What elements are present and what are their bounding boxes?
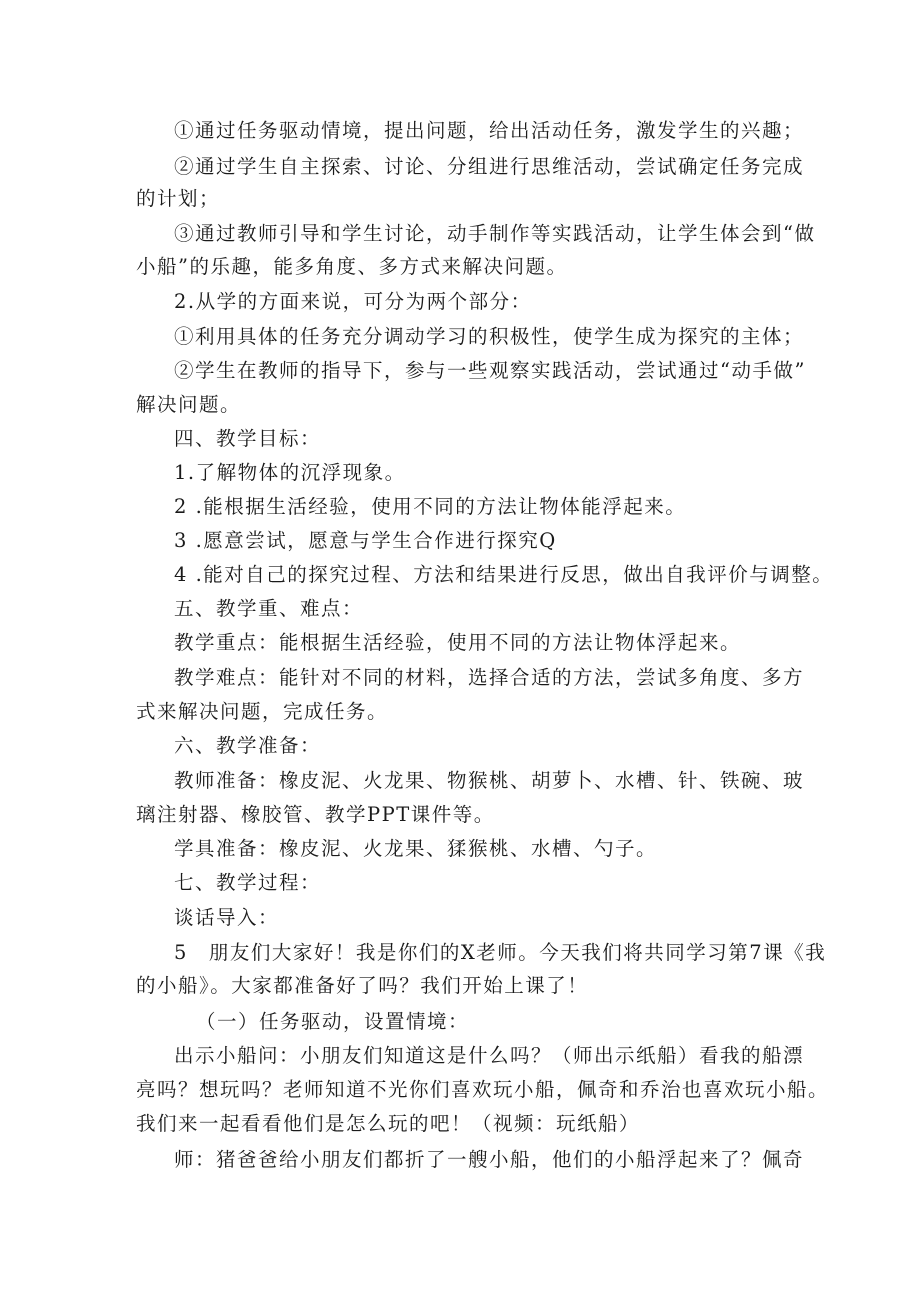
section-heading: 六、教学准备： [174,734,322,757]
list-item: 4 .能对自己的探究过程、方法和结果进行反思，做出自我评价与调整。 [174,563,834,586]
section-heading: 四、教学目标： [174,427,322,450]
paragraph-line: 亮吗？想玩吗？老师知道不光你们喜欢玩小船，佩奇和乔治也喜欢玩小船。 [136,1078,830,1101]
section-heading: 五、教学重、难点： [174,597,364,620]
section-heading: 2.从学的方面来说，可分为两个部分： [174,290,532,313]
paragraph-line: 璃注射器、橡胶管、教学PPT课件等。 [136,803,495,826]
paragraph-line: 谈话导入： [174,906,280,929]
paragraph-line: 教师准备：橡皮泥、火龙果、物猴桃、胡萝卜、水槽、针、铁碗、玻 [174,769,805,792]
paragraph-line: ②通过学生自主探索、讨论、分组进行思维活动，尝试确定任务完成 [174,155,805,178]
paragraph-line: 的计划； [136,187,221,210]
paragraph-line: 教学重点：能根据生活经验，使用不同的方法让物体浮起来。 [174,631,742,654]
paragraph-line: 小船”的乐趣，能多角度、多方式来解决问题。 [136,255,568,278]
list-item: 3 .愿意尝试，愿意与学生合作进行探究Q [174,529,557,552]
paragraph-line: 教学难点：能针对不同的材料，选择合适的方法，尝试多角度、多方 [174,666,805,689]
paragraph-line: 我们来一起看看他们是怎么玩的吧！（视频：玩纸船） [136,1112,641,1135]
paragraph-line: 5 朋友们大家好！我是你们的X老师。今天我们将共同学习第7课《我 [174,941,827,964]
paragraph-line: 出示小船问：小朋友们知道这是什么吗？（师出示纸船）看我的船漂 [174,1044,805,1067]
paragraph-line: ①利用具体的任务充分调动学习的积极性，使学生成为探究的主体； [174,325,805,348]
paragraph-line: 师：猪爸爸给小朋友们都折了一艘小船，他们的小船浮起来了？佩奇 [174,1148,805,1171]
paragraph-line: 解决问题。 [136,393,242,416]
paragraph-line: 学具准备：橡皮泥、火龙果、猱猴桃、水槽、勺子。 [174,837,658,860]
section-heading: 七、教学过程： [174,871,322,894]
paragraph-line: 式来解决问题，完成任务。 [136,700,389,723]
list-item: 2 .能根据生活经验，使用不同的方法让物体能浮起来。 [174,495,687,518]
section-heading: （一）任务驱动，设置情境： [196,1010,470,1033]
paragraph-line: ③通过教师引导和学生讨论，动手制作等实践活动，让学生体会到“做 [174,222,816,245]
paragraph-line: 的小船》。大家都准备好了吗？我们开始上课了！ [136,974,589,997]
list-item: 1.了解物体的沉浮现象。 [174,461,406,484]
paragraph-line: ①通过任务驱动情境，提出问题，给出活动任务，激发学生的兴趣； [174,119,805,142]
paragraph-line: ②学生在教师的指导下，参与一些观察实践活动，尝试通过“动手做” [174,359,806,382]
